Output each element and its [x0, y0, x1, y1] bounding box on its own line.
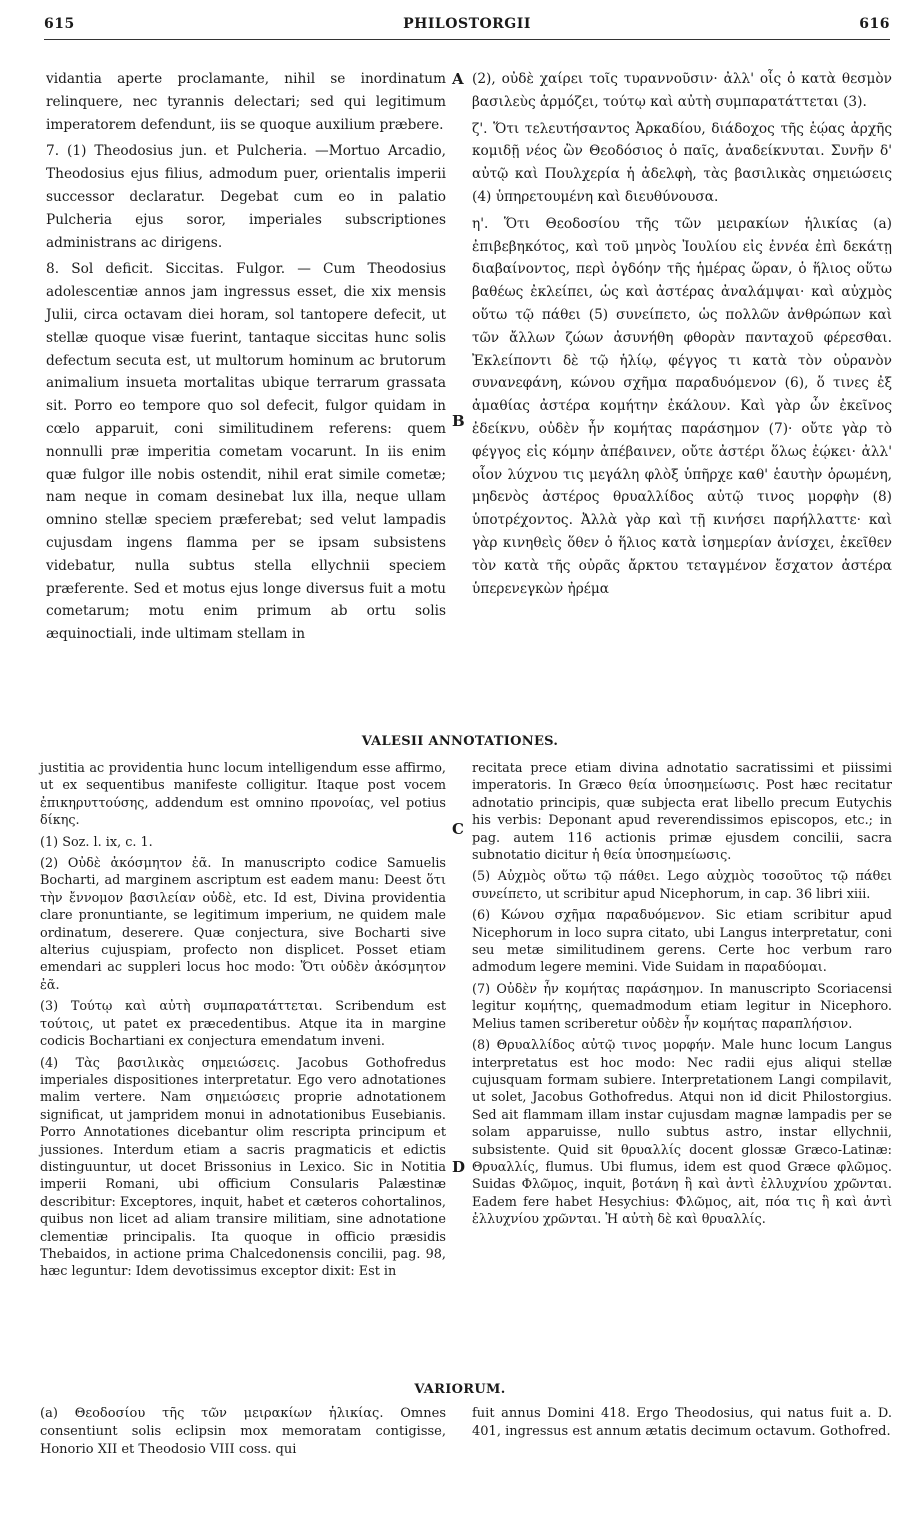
annotation: (6) Κώνου σχῆμα παραδυόμενον. Sic etiam scribitur apud Nicephorum in loco supra citato, ubi Langus interpretatur, coni seu metæ similitudinem gerens. Certe hoc verbum raro admodum legere memini. Vide Suidam in παραδύομαι. [472, 908, 892, 976]
annotation: justitia ac providentia hunc locum intelligendum esse affirmo, ut ex sequentibus manifeste colligitur. Itaque post vocem ἐπικηρυττούσης, addendum est omnino προνοίας, vel potius δίκης. [40, 761, 446, 829]
margin-marker-a: A [452, 70, 464, 88]
annotation: (5) Αὐχμὸς οὕτω τῷ πάθει. Lego αὐχμὸς τοσοῦτος τῷ πάθει συνείπετο, ut scribitur apud Nicephorum, in cap. 36 libri xiii. [472, 869, 892, 902]
margin-marker-b: B [452, 412, 465, 430]
valesii-heading: VALESII ANNOTATIONES. [361, 734, 559, 749]
margin-marker-c: C [452, 820, 464, 838]
running-header [44, 6, 890, 40]
latin-paragraph: 8. Sol deficit. Siccitas. Fulgor. — Cum Theodosius adolescentiæ annos jam ingressus esset, die xix mensis Julii, circa octavam diei horam, sol tantopere defecit, ut stellæ quoque visæ fuerint, tantaque siccitas hunc solis defectum secuta est, ut multorum hominum ac brutorum animalium insueta mortalitas ubique terrarum grassata sit. Porro eo tempore quo sol defecit, fulgor quidam in cœlo apparuit, coni similitudinem referens: quem nonnulli præ imperitia cometam vocarunt. In iis enim quæ fulgor ille nobis ostendit, nihil erat simile cometæ; nam neque in comam desinebat lux illa, neque ullam omnino stellæ speciem præferebat; sed velut lampadis cujusdam ingens flamma per se ipsam subsistens videbatur, nulla subtus stella ellychnii speciem præferente. Sed et motus ejus longe diversus fuit a motu cometarum; motu enim primum ab ortu solis æquinoctiali, inde ultimam stellam in [46, 261, 446, 643]
annotation: (1) Soz. l. ix, c. 1. [40, 834, 153, 850]
page-number-left: 615 [44, 16, 75, 32]
annotation: (4) Τὰς βασιλικὰς σημειώσεις. Jacobus Gothofredus imperiales dispositiones interpretatur. Ego vero adnotationes malim vertere. Nam σημειώσεις proprie adnotationem significat, ut jampridem monui in adnotationibus Eusebianis. Porro Annotationes dicebantur olim rescripta principum et jussiones. Interdum etiam a sacris pragmaticis et edictis distinguuntur, ut docet Brissonius in Lexico. Sic in Notitia imperii Romani, ubi officium Consularis Palæstinæ describitur: Exceptores, inquit, habet et cæteros cohortalinos, quibus non licet ad aliam transire militiam, sine adnotatione clementiæ principalis. Ita quoque in officio præsidis Thebaidos, in actione prima Chalcedonensis concilii, pag. 98, hæc leguntur: Idem devotissimus exceptor dixit: Est in [40, 1055, 446, 1280]
latin-paragraph: 7. (1) Theodosius jun. et Pulcheria. —Mortuo Arcadio, Theodosius ejus filius, admodum puer, orientalis imperii successor declaratur. Degebat cum eo in palatio Pulcheria ejus soror, imperiales subscriptiones administrans ac dirigens. [46, 143, 446, 251]
greek-paragraph: ζ'. Ὅτι τελευτήσαντος Ἀρκαδίου, διάδοχος τῆς ἑῴας ἀρχῆς κομιδῇ νέος ὢν Θεοδόσιος ὁ παῖς, ἀναδείκνυται. Συνῆν δ' αὐτῷ καὶ Πουλχερία ἡ ἀδελφὴ, τὰς βασιλικὰς σημειώσεις (4) ὑπηρετουμένη καὶ διευθύνουσα. [472, 120, 892, 205]
variorum-right-column [472, 1405, 892, 1445]
latin-paragraph: vidantia aperte proclamante, nihil se inordinatum relinquere, nec tyrannis delectari; sed qui legitimum imperatorem defendunt, iis se quoque auxilium præbere. [46, 71, 446, 133]
annotation: (3) Τούτῳ καὶ αὐτὴ συμπαρατάττεται. Scribendum est τούτοις, ut patet ex præcedentibus. Atque ita in margine codicis Bochartiani ex conjectura emendatum inveni. [40, 999, 446, 1050]
variorum-heading: VARIORUM. [414, 1382, 506, 1397]
greek-paragraph: η'. Ὅτι Θεοδοσίου τῆς τῶν μειρακίων ἡλικίας (a) ἐπιβεβηκότος, καὶ τοῦ μηνὸς Ἰουλίου εἰς ἐννέα ἐπὶ δεκάτῃ διαβαίνοντος, περὶ ὀγδόην τῆς ἡμέρας ὥραν, ὁ ἥλιος οὕτω βαθέως ἐκλείπει, ὡς καὶ ἀστέρας ἀναλάμψαι· καὶ αὐχμὸς οὕτω τῷ πάθει (5) συνείπετο, ὡς πολλῶν ἀνθρώπων καὶ τῶν ἄλλων ζώων ἀσυνήθη φθορὰν πανταχοῦ φέρεσθαι. Ἐκλείποντι δὲ τῷ ἡλίῳ, φέγγος τι κατὰ τὸν οὐρανὸν συνανεφάνη, κώνου σχῆμα παραδυόμενον (6), ὅ τινες ἐξ ἀμαθίας ἀστέρα κομήτην ἐκάλουν. Καὶ γὰρ ὧν ἐκεῖνος ἐδείκνυ, οὐδὲν ἦν κομήτας παράσημον (7)· οὔτε γὰρ τὸ φέγγος εἰς κόμην ἀπέβαινεν, οὔτε ἀστέρι ὅλως ἐῴκει· ἀλλ' οἷον λύχνου τις μεγάλη φλὸξ ὑπῆρχε καθ' ἑαυτὴν ὁρωμένη, μηδενὸς ἀστέρος θρυαλλίδος αὐτῷ τινος μορφὴν (8) ὑποτρέχοντος. Ἀλλὰ γὰρ καὶ τῇ κινήσει παρήλλαττε· καὶ γὰρ κινηθεὶς ὅθεν ὁ ἥλιος κατὰ ἰσημερίαν ἀνίσχει, ἐκεῖθεν τὸν κατὰ τῆς οὐρᾶς ἄρκτου τεταγμένον ἔσχατον ἀστέρα ὑπερενεγκὼν ἠρέμα [472, 215, 892, 597]
annotations-right-column [472, 760, 892, 1233]
annotation: recitata prece etiam divina adnotatio sacratissimi et piissimi imperatoris. In Græco θεία ὑποσημείωσις. Post hæc recitatur adnotatio principis, quæ subjecta erat libello precum Eutychis his verbis: Deponant apud reverendissimos episcopos, etc.; in pag. autem 116 actionis primæ ejusdem concilii, sacra subnotatio dicitur ἡ θεία ὑποσημείωσις. [472, 761, 892, 864]
page-number-right: 616 [859, 16, 890, 32]
annotations-left-column [40, 760, 446, 1285]
variorum-left-column [40, 1405, 446, 1463]
variorum-note: fuit annus Domini 418. Ergo Theodosius, qui natus fuit a. D. 401, ingressus est annum ætatis decimum octavum. Gothofred. [472, 1406, 892, 1439]
greek-paragraph: (2), οὐδὲ χαίρει τοῖς τυραννοῦσιν· ἀλλ' οἷς ὁ κατὰ θεσμὸν βασιλεὺς ἁρμόζει, τούτῳ καὶ αὐτὴ συμπαρατάττεται (3). [472, 71, 892, 110]
annotation: (8) Θρυαλλίδος αὐτῷ τινος μορφήν. Male hunc locum Langus interpretatus est hoc modo: Nec radii ejus aliqui stellæ cujusquam formam subiere. Interpretationem Langi compilavit, ut solet, Jacobus Gothofredus. Atqui non id dicit Philostorgius. Sed ait flammam illam instar cujusdam magnæ lampadis per se solam apparuisse, nullo subtus astro, instar ellychnii, subsistente. Quid sit θρυαλλίς docent glossæ Græco-Latinæ: Θρυαλλίς, flumus. Ubi flumus, idem est quod Græce φλῶμος. Suidas Φλῶμος, inquit, βοτάνη ἣ καὶ ἀντὶ ἐλλυχνίου χρῶνται. Eadem fere habet Hesychius: Φλῶμος, ait, πόα τις ἣ καὶ ἀντὶ ἐλλυχνίου χρῶνται. Ἡ αὐτὴ δὲ καὶ θρυαλλίς. [472, 1038, 892, 1228]
greek-text-column [472, 68, 892, 604]
annotation: (7) Οὐδὲν ἦν κομήτας παράσημον. In manuscripto Scoriacensi legitur κομήτης, quemadmodum etiam legitur in Nicephoro. Melius tamen scriberetur οὐδὲν ἦν κομήτας παραπλήσιον. [472, 981, 892, 1032]
variorum-note: (a) Θεοδοσίου τῆς τῶν μειρακίων ἡλικίας. Omnes consentiunt solis eclipsin mox memoratam contigisse, Honorio XII et Theodosio VIII coss. qui [40, 1406, 446, 1457]
latin-text-column [46, 68, 446, 650]
margin-marker-d: D [452, 1158, 466, 1176]
running-title: PHILOSTORGII [403, 16, 531, 32]
annotation: (2) Οὐδὲ ἀκόσμητον ἐᾶ. In manuscripto codice Samuelis Bocharti, ad marginem ascriptum est eadem manu: Deest ὅτι τὴν ἔννομον βασιλείαν οὐδὲ, etc. Id est, Divina providentia clare pronuntiante, se legitimum imperium, ne quidem male ordinatum, deserere. Quæ conjectura, sive Bocharti sive alterius cujuspiam, profecto non displicet. Posset etiam emendari ac suppleri locus hoc modo: Ὅτι οὐδὲν ἀκόσμητον ἐᾶ. [40, 856, 446, 993]
